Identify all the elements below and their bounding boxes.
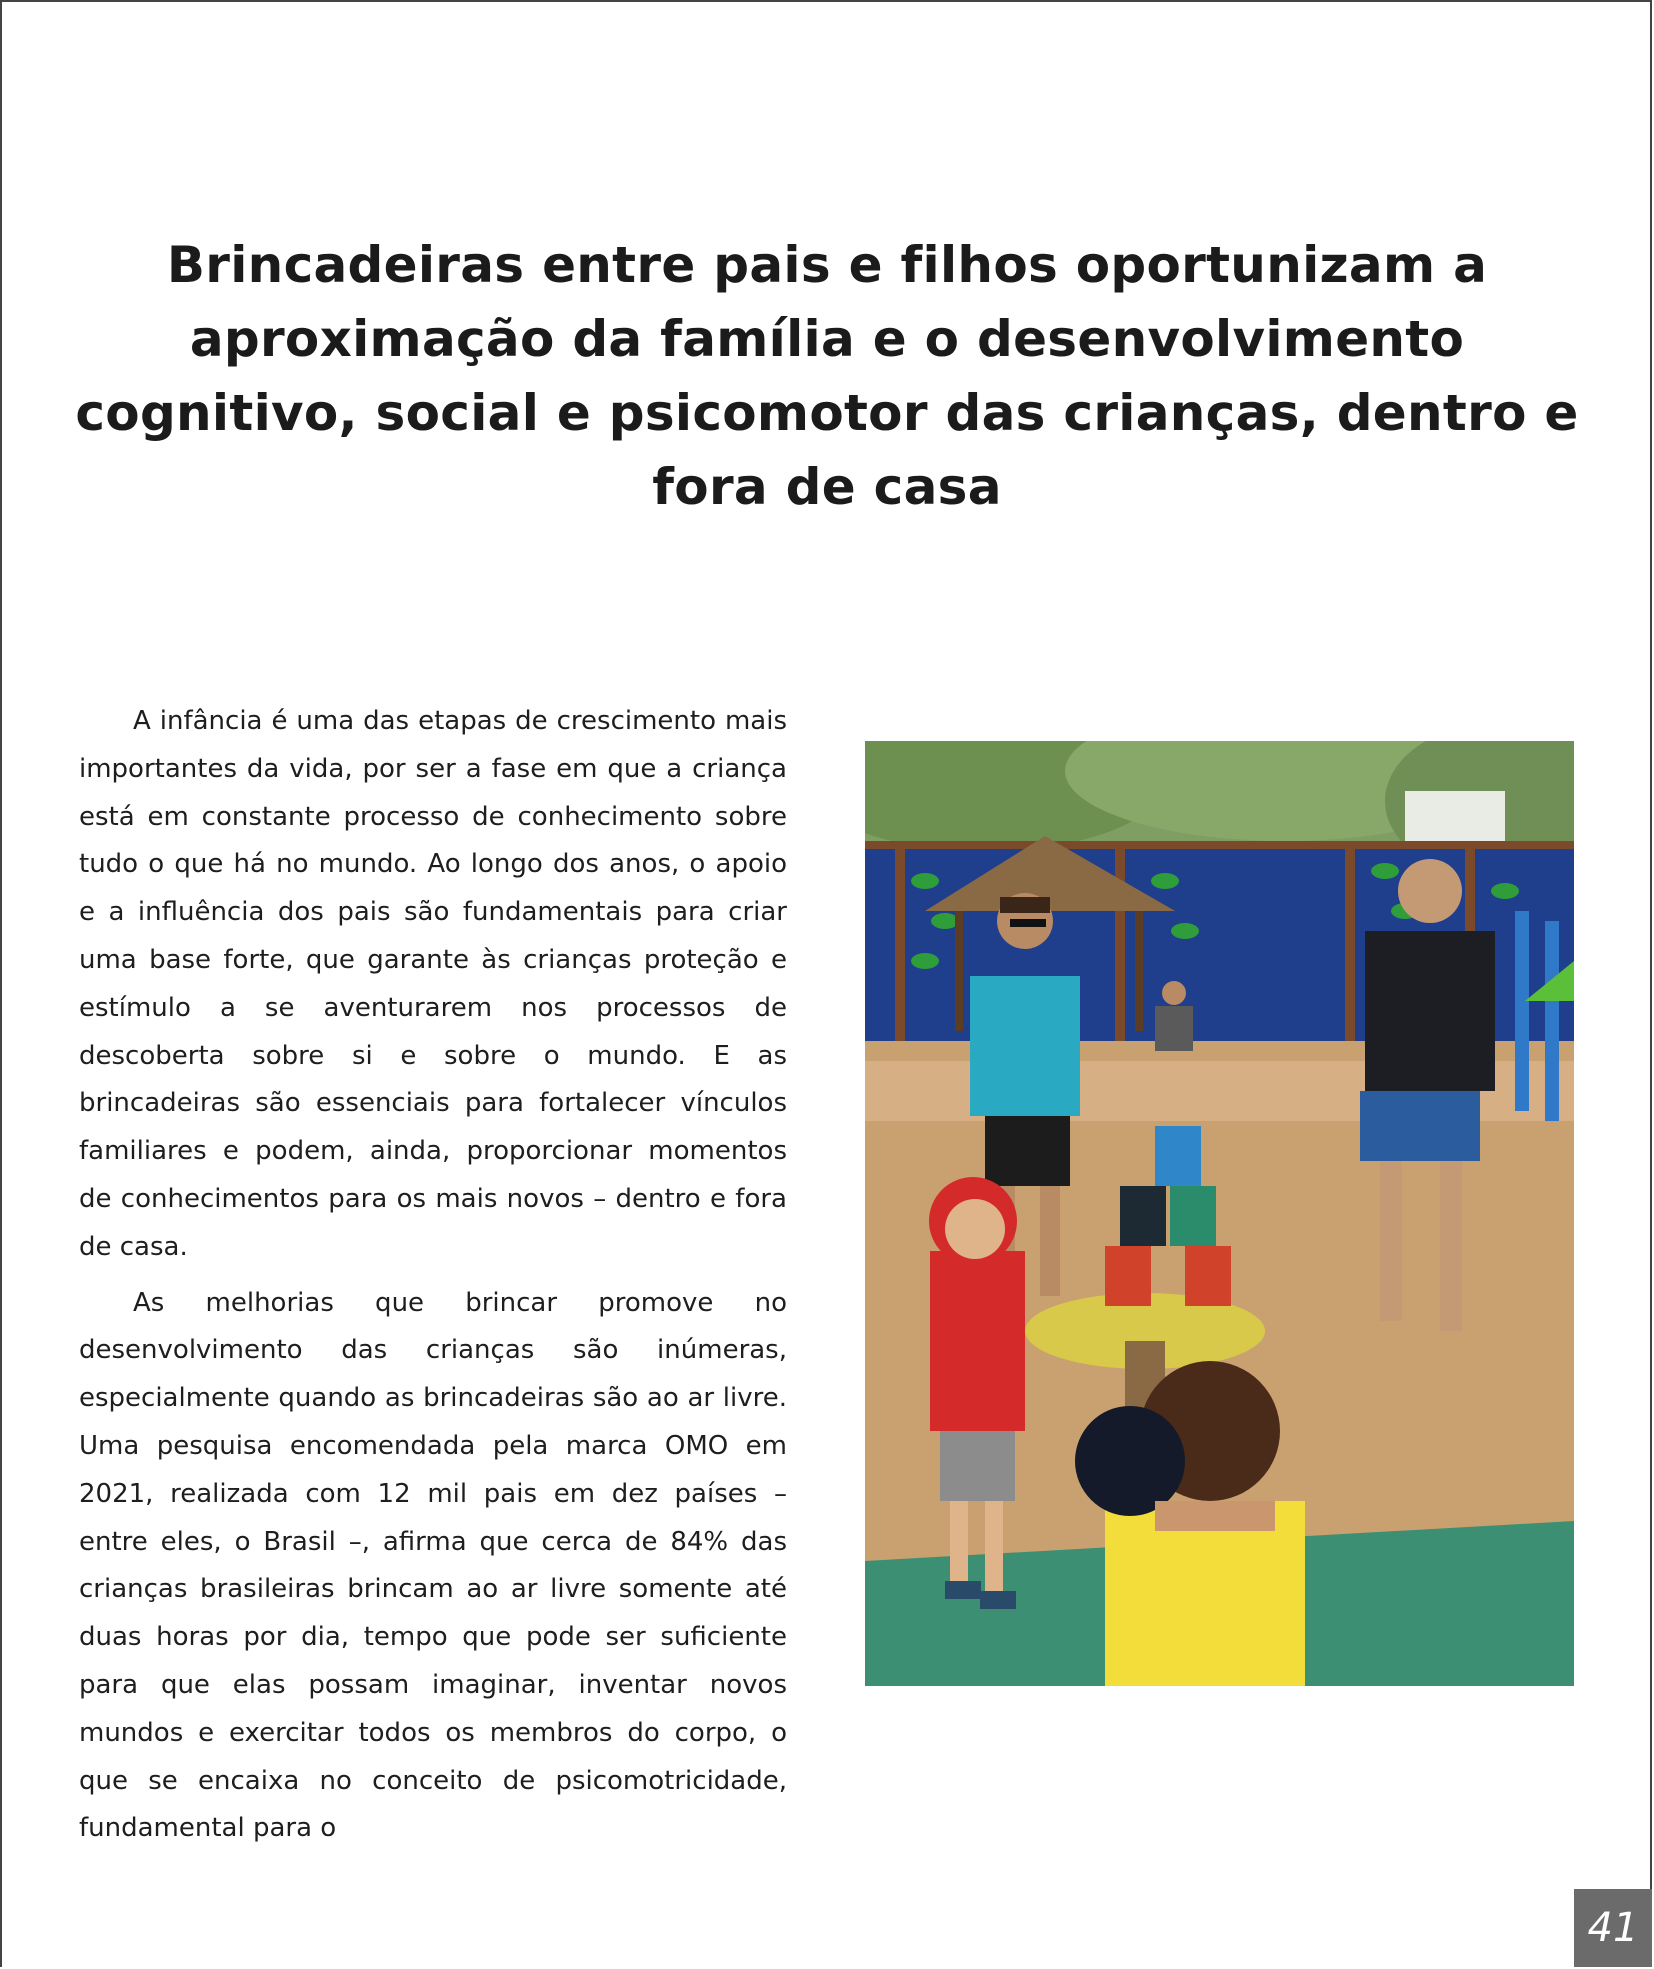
page-headline: Brincadeiras entre pais e filhos oportunizam a aproximação da família e o desenvolvimento cognitivo, social e psicomotor das crianças, dentro e fora de casa — [75, 236, 1579, 516]
article-body — [79, 698, 787, 1861]
page-number: 41 — [1574, 1889, 1652, 1967]
article-paragraph-2: As melhorias que brincar promove no desenvolvimento das crianças são inúmeras, especialmente quando as brincadeiras são ao ar livre. Uma pesquisa encomendada pela marca OMO em 2021, realizada com 12 mil pais em dez países – entre eles, o Brasil –, afirma que cerca de 84% das crianças brasileiras brincam ao ar livre somente até duas horas por dia, tempo que pode ser suficiente para que elas possam imaginar, inventar novos mundos e exercitar todos os membros do corpo, o que se encaixa no conceito de psicomotricidade, fundamental para o — [79, 1287, 787, 1844]
article-paragraph-1: A infância é uma das etapas de crescimento mais importantes da vida, por ser a fase em que a criança está em constante processo de conhecimento sobre tudo o que há no mundo. Ao longo dos anos, o apoio e a influência dos pais são fundamentais para criar uma base forte, que garante às crianças proteção e estímulo a se aventurarem nos processos de descoberta sobre si e sobre o mundo. E as brincadeiras são essenciais para fortalecer vínculos familiares e podem, ainda, proporcionar momentos de conhecimentos para os mais novos – dentro e fora de casa. — [79, 706, 787, 1262]
article-photo — [865, 741, 1574, 1686]
